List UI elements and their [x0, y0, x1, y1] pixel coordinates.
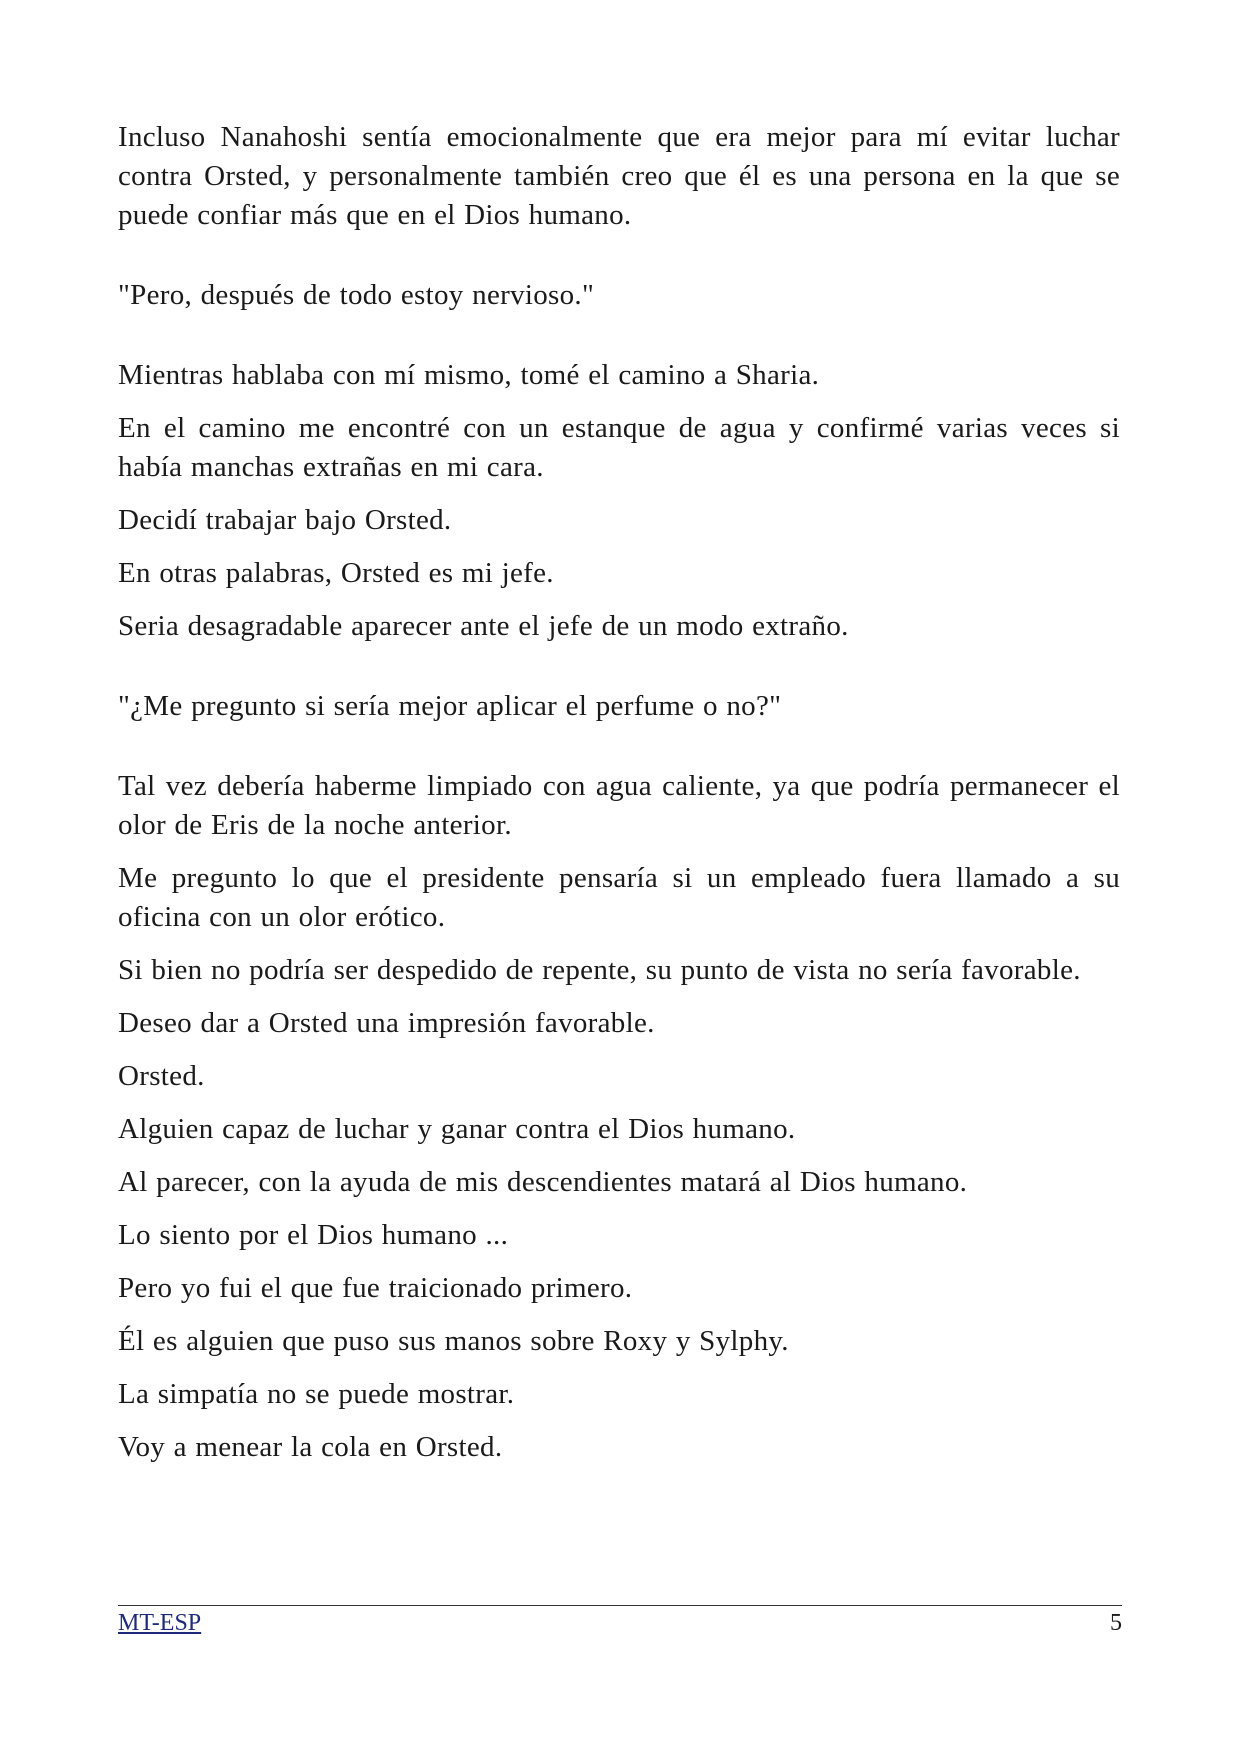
body-text — [118, 118, 1120, 1467]
paragraph: Decidí trabajar bajo Orsted. — [118, 504, 452, 536]
paragraph: Si bien no podría ser despedido de repente, su punto de vista no sería favorable. — [118, 954, 1081, 986]
paragraph: Él es alguien que puso sus manos sobre Roxy y Sylphy. — [118, 1325, 789, 1357]
footer-source-link[interactable]: MT-ESP — [118, 1610, 202, 1636]
paragraph: La simpatía no se puede mostrar. — [118, 1378, 515, 1410]
footer-divider — [118, 1605, 1122, 1606]
paragraph: Tal vez debería haberme limpiado con agua caliente, ya que podría permanecer el olor de Eris de la noche anterior. — [118, 770, 1120, 841]
paragraph: Alguien capaz de luchar y ganar contra el Dios humano. — [118, 1113, 796, 1145]
dialogue-line: "¿Me pregunto si sería mejor aplicar el perfume o no?" — [118, 690, 782, 722]
paragraph: Lo siento por el Dios humano ... — [118, 1219, 509, 1251]
paragraph: Al parecer, con la ayuda de mis descendientes matará al Dios humano. — [118, 1166, 968, 1198]
paragraph: Pero yo fui el que fue traicionado primero. — [118, 1272, 633, 1304]
dialogue-line: "Pero, después de todo estoy nervioso." — [118, 279, 595, 311]
paragraph: Me pregunto lo que el presidente pensaría si un empleado fuera llamado a su oficina con un olor erótico. — [118, 862, 1120, 933]
paragraph: En otras palabras, Orsted es mi jefe. — [118, 557, 554, 589]
page-number: 5 — [1110, 1610, 1122, 1636]
paragraph: Mientras hablaba con mí mismo, tomé el camino a Sharia. — [118, 359, 820, 391]
paragraph: Orsted. — [118, 1060, 205, 1092]
paragraph: Deseo dar a Orsted una impresión favorable. — [118, 1007, 655, 1039]
paragraph: Voy a menear la cola en Orsted. — [118, 1431, 503, 1463]
paragraph: Incluso Nanahoshi sentía emocionalmente que era mejor para mí evitar luchar contra Orsted, y personalmente también creo que él es una persona en la que se puede confiar más que en el Dios humano. — [118, 121, 1120, 231]
paragraph: En el camino me encontré con un estanque de agua y confirmé varias veces si había manchas extrañas en mi cara. — [118, 412, 1120, 483]
paragraph: Seria desagradable aparecer ante el jefe de un modo extraño. — [118, 610, 849, 642]
